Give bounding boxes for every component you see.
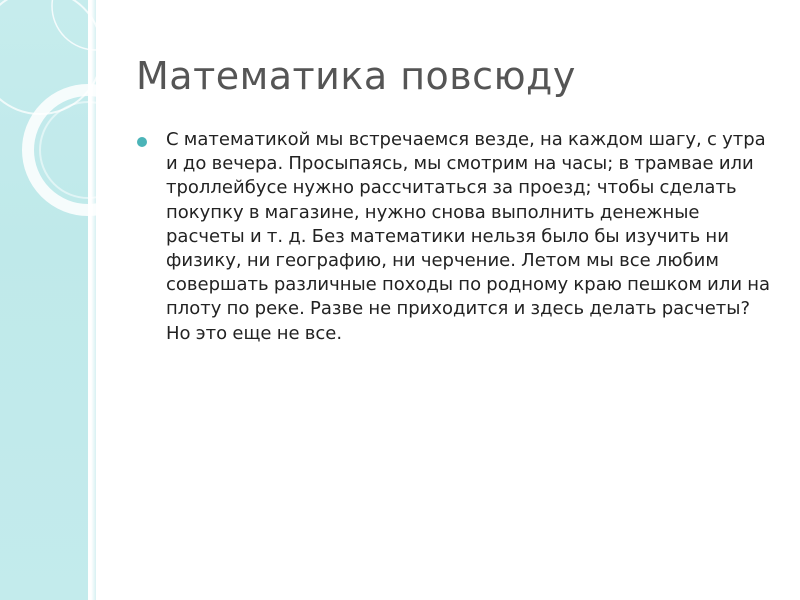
slide-title: Математика повсюду bbox=[136, 54, 576, 98]
decor-ring-lower-inner bbox=[40, 102, 130, 198]
list-item bbox=[136, 128, 776, 346]
bullet-text: С математикой мы встречаемся везде, на каждом шагу, с утра и до вечера. Просыпаясь, мы смотрим на часы; в трамвае или троллейбусе нужно рассчитаться за проезд; чтобы сделать покупку в магазине, нужно снова выполнить денежные расчеты и т. д. Без математики нельзя было бы изучить ни физику, ни географию, ни черчение. Летом мы все любим совершать различные походы по родному краю пешком или на плоту по реке. Разве не приходится и здесь делать расчеты? Но это еще не все. bbox=[166, 129, 771, 344]
bullet-list bbox=[136, 128, 776, 346]
decor-ring-lower bbox=[28, 90, 130, 210]
decorative-circles bbox=[0, 0, 130, 240]
decor-circle-medium bbox=[52, 0, 130, 50]
bullet-icon bbox=[137, 137, 147, 147]
